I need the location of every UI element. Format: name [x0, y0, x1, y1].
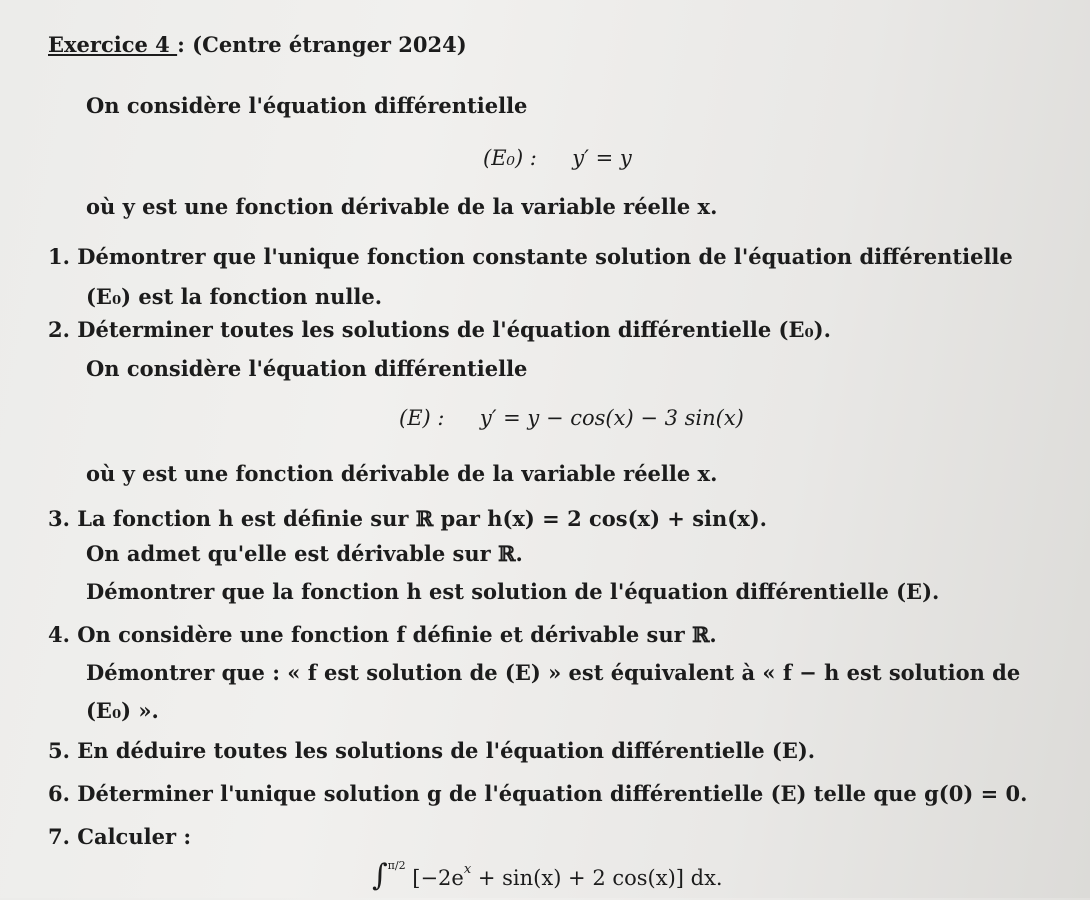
- question-3-line3: Démontrer que la fonction h est solution de l'équation différentielle (E).: [86, 579, 940, 604]
- question-4-line1: On considère une fonction f définie et dérivable sur ℝ.: [77, 622, 717, 647]
- question-1-number: 1.: [48, 244, 70, 269]
- exercise-source: : (Centre étranger 2024): [177, 32, 467, 57]
- question-3: [48, 505, 767, 533]
- question-4-number: 4.: [48, 622, 70, 647]
- equation-e-label: (E) :: [399, 406, 445, 430]
- question-6: [48, 780, 1027, 808]
- question-1-line1: Démontrer que l'unique fonction constante solution de l'équation différentielle: [77, 244, 1013, 269]
- integral-sign: ∫: [372, 858, 388, 893]
- integrand-part-a: [−2e: [412, 866, 464, 890]
- exercise-number: Exercice 4: [48, 32, 178, 57]
- intro-text: On considère l'équation différentielle: [86, 93, 528, 118]
- integrand-exponent: x: [463, 862, 472, 877]
- equation-e0-body: y′ = y: [572, 146, 632, 170]
- question-5-number: 5.: [48, 738, 70, 763]
- question-2: [48, 316, 831, 344]
- question-1: [48, 243, 1013, 271]
- question-6-line1: Déterminer l'unique solution g de l'équation différentielle (E) telle que g(0) = 0.: [77, 781, 1028, 806]
- question-3-line2: On admet qu'elle est dérivable sur ℝ.: [86, 541, 523, 566]
- question-3-line1: La fonction h est définie sur ℝ par h(x) = 2 cos(x) + sin(x).: [77, 506, 767, 531]
- question-5: [48, 737, 815, 765]
- question-7-line1: Calculer :: [77, 824, 192, 849]
- question-5-line1: En déduire toutes les solutions de l'équation différentielle (E).: [77, 738, 816, 763]
- question-7-number: 7.: [48, 824, 70, 849]
- question-7: [48, 823, 191, 851]
- exercise-title: [48, 31, 467, 59]
- question-6-number: 6.: [48, 781, 70, 806]
- question-1-line2: (E₀) est la fonction nulle.: [86, 284, 382, 309]
- equation-e0: [483, 144, 632, 172]
- question-2-line1: Déterminer toutes les solutions de l'équation différentielle (E₀).: [77, 317, 831, 342]
- integral-expression: [372, 858, 723, 900]
- question-2-line2: On considère l'équation différentielle: [86, 356, 528, 381]
- question-2-line3: où y est une fonction dérivable de la variable réelle x.: [86, 461, 718, 486]
- question-3-number: 3.: [48, 506, 70, 531]
- equation-e-body: y′ = y − cos(x) − 3 sin(x): [479, 406, 744, 430]
- question-2-number: 2.: [48, 317, 70, 342]
- integrand-part-b: + sin(x) + 2 cos(x)] dx.: [471, 866, 723, 890]
- question-4-line2: Démontrer que : « f est solution de (E) » est équivalent à « f − h est solution de: [86, 660, 1021, 685]
- intro-variable-text: où y est une fonction dérivable de la variable réelle x.: [86, 194, 718, 219]
- question-4-line3: (E₀) ».: [86, 698, 159, 723]
- question-4: [48, 621, 717, 649]
- equation-e: [399, 404, 744, 432]
- integral-upper-bound: π/2: [387, 859, 406, 872]
- equation-e0-label: (E₀) :: [483, 146, 537, 170]
